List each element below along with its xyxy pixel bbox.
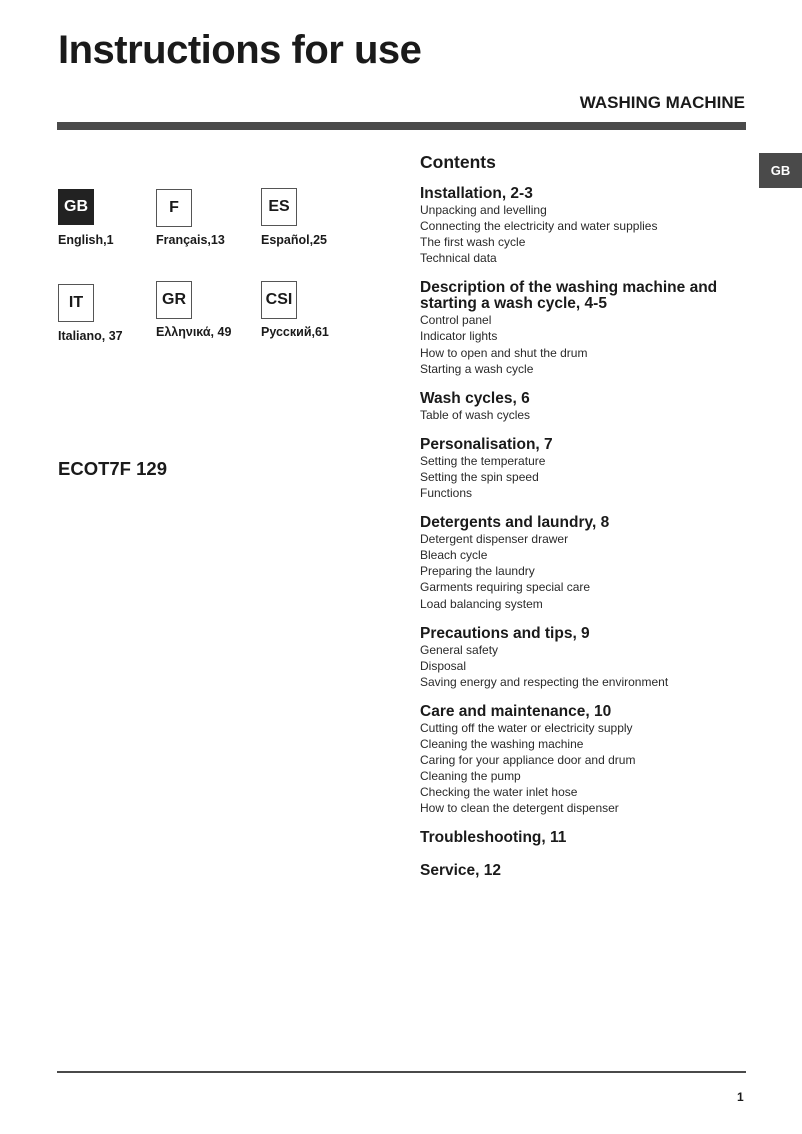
toc-item[interactable]: The first wash cycle xyxy=(420,235,526,250)
toc-section-care xyxy=(420,704,750,817)
toc-item[interactable]: How to clean the detergent dispenser xyxy=(420,801,619,816)
toc-item[interactable]: Starting a wash cycle xyxy=(420,361,534,376)
toc-section-troubleshooting xyxy=(420,830,750,846)
language-code-box: ES xyxy=(261,188,297,226)
toc-section-title[interactable]: Detergents and laundry, 8 xyxy=(420,514,610,532)
toc-item[interactable]: Cleaning the pump xyxy=(420,769,521,784)
language-code-box: GB xyxy=(58,189,94,225)
language-item-it[interactable] xyxy=(58,284,123,343)
page-title: Instructions for use xyxy=(58,28,422,72)
toc-item[interactable]: Cleaning the washing machine xyxy=(420,736,584,751)
toc-section-wash-cycles xyxy=(420,391,750,423)
toc-section-title[interactable]: Installation, 2-3 xyxy=(420,185,533,202)
language-item-gb[interactable] xyxy=(58,189,114,247)
table-of-contents xyxy=(420,151,750,893)
language-item-es[interactable] xyxy=(261,188,327,247)
toc-item[interactable]: Bleach cycle xyxy=(420,548,488,563)
toc-item[interactable]: Load balancing system xyxy=(420,596,543,611)
toc-section-title[interactable]: Description of the washing machine and starting a wash cycle, 4-5 xyxy=(420,279,718,313)
language-code-box: GR xyxy=(156,281,192,319)
toc-section-personalisation xyxy=(420,437,750,501)
toc-item[interactable]: Garments requiring special care xyxy=(420,580,591,595)
toc-item[interactable]: Connecting the electricity and water supplies xyxy=(420,219,658,234)
toc-item[interactable]: Technical data xyxy=(420,251,497,266)
language-label: Español,25 xyxy=(261,233,327,247)
language-label: Italiano, 37 xyxy=(58,329,123,343)
toc-section-description xyxy=(420,280,750,376)
language-item-csi[interactable] xyxy=(261,281,329,339)
toc-item[interactable]: Caring for your appliance door and drum xyxy=(420,753,636,768)
language-label: Français,13 xyxy=(156,233,225,247)
toc-item[interactable]: Setting the spin speed xyxy=(420,469,539,484)
toc-section-title[interactable]: Care and maintenance, 10 xyxy=(420,702,612,720)
toc-section-precautions xyxy=(420,626,750,690)
language-item-gr[interactable] xyxy=(156,281,231,339)
language-code-box: IT xyxy=(58,284,94,322)
header-divider xyxy=(57,122,746,130)
language-side-tab: GB xyxy=(759,153,802,188)
toc-item[interactable]: Functions xyxy=(420,486,473,501)
toc-item[interactable]: Preparing the laundry xyxy=(420,564,535,579)
contents-heading: Contents xyxy=(420,152,496,172)
page-number: 1 xyxy=(737,1090,744,1104)
toc-item[interactable]: Saving energy and respecting the environment xyxy=(420,674,669,689)
toc-section-title[interactable]: Wash cycles, 6 xyxy=(420,389,530,407)
toc-section-service xyxy=(420,863,750,879)
language-code-box: CSI xyxy=(261,281,297,319)
toc-item[interactable]: Disposal xyxy=(420,658,467,673)
footer-divider xyxy=(57,1071,746,1073)
toc-section-detergents xyxy=(420,515,750,611)
toc-section-title[interactable]: Troubleshooting, 11 xyxy=(420,829,567,847)
toc-section-installation xyxy=(420,186,750,266)
language-item-f[interactable] xyxy=(156,189,225,247)
toc-item[interactable]: Table of wash cycles xyxy=(420,407,531,422)
document-subtitle: WASHING MACHINE xyxy=(579,93,745,112)
toc-item[interactable]: General safety xyxy=(420,642,499,657)
toc-item[interactable]: Checking the water inlet hose xyxy=(420,785,578,800)
toc-item[interactable]: Indicator lights xyxy=(420,329,498,344)
toc-section-title[interactable]: Personalisation, 7 xyxy=(420,435,553,453)
toc-item[interactable]: Control panel xyxy=(420,313,492,328)
toc-item[interactable]: Unpacking and levelling xyxy=(420,203,547,217)
toc-item[interactable]: Cutting off the water or electricity supply xyxy=(420,720,633,735)
language-label: Русский,61 xyxy=(261,325,329,339)
toc-section-title[interactable]: Precautions and tips, 9 xyxy=(420,624,590,642)
language-label: Ελληνικά, 49 xyxy=(156,325,232,339)
language-label: English,1 xyxy=(58,233,114,247)
model-number: ECOT7F 129 xyxy=(58,458,167,479)
toc-item[interactable]: Detergent dispenser drawer xyxy=(420,532,569,547)
language-code-box: F xyxy=(156,189,192,227)
toc-item[interactable]: Setting the temperature xyxy=(420,453,546,468)
toc-item[interactable]: How to open and shut the drum xyxy=(420,345,588,360)
toc-section-title[interactable]: Service, 12 xyxy=(420,862,502,880)
